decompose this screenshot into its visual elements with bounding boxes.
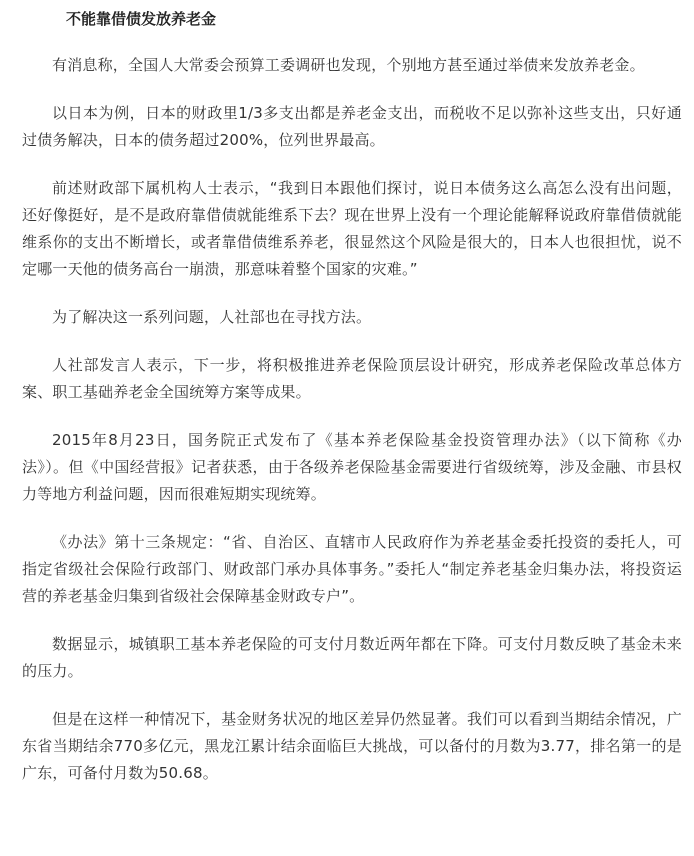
paragraph-3: 前述财政部下属机构人士表示，“我到日本跟他们探讨，说日本债务这么高怎么没有出问题，还好像挺好，是不是政府靠借债就能维系下去？现在世界上没有一个理论能解释说政府靠借债就能维系你的支出不断增长，或者靠借债维系养老，很显然这个风险是很大的，日本人也很担忧，说不定哪一天他的债务高台一崩溃，那意味着整个国家的灾难。” [22, 179, 682, 278]
paragraph-6: 2015年8月23日，国务院正式发布了《基本养老保险基金投资管理办法》（以下简称《办法》）。但《中国经营报》记者获悉，由于各级养老保险基金需要进行省级统筹，涉及金融、市县权力等地方利益问题，因而很难短期实现统筹。 [22, 431, 682, 503]
article-title: 不能靠借债发放养老金 [66, 10, 217, 28]
paragraph-2: 以日本为例，日本的财政里1/3多支出都是养老金支出，而税收不足以弥补这些支出，只好通过债务解决，日本的债务超过200%，位列世界最高。 [22, 104, 682, 149]
paragraph-9: 但是在这样一种情况下，基金财务状况的地区差异仍然显著。我们可以看到当期结余情况，广东省当期结余770多亿元，黑龙江累计结余面临巨大挑战，可以备付的月数为3.77，排名第一的是广东，可备付月数为50.68。 [22, 710, 682, 782]
paragraph-4: 为了解决这一系列问题，人社部也在寻找方法。 [52, 308, 372, 326]
paragraph-7: 《办法》第十三条规定：“省、自治区、直辖市人民政府作为养老基金委托投资的委托人，可指定省级社会保险行政部门、财政部门承办具体事务。”委托人“制定养老基金归集办法，将投资运营的养老基金归集到省级社会保障基金财政专户”。 [22, 533, 682, 605]
paragraph-1: 有消息称，全国人大常委会预算工委调研也发现，个别地方甚至通过举债来发放养老金。 [52, 56, 645, 74]
paragraph-8: 数据显示，城镇职工基本养老保险的可支付月数近两年都在下降。可支付月数反映了基金未来的压力。 [22, 635, 682, 680]
paragraph-5: 人社部发言人表示，下一步，将积极推进养老保险顶层设计研究，形成养老保险改革总体方案、职工基础养老金全国统筹方案等成果。 [22, 356, 682, 401]
